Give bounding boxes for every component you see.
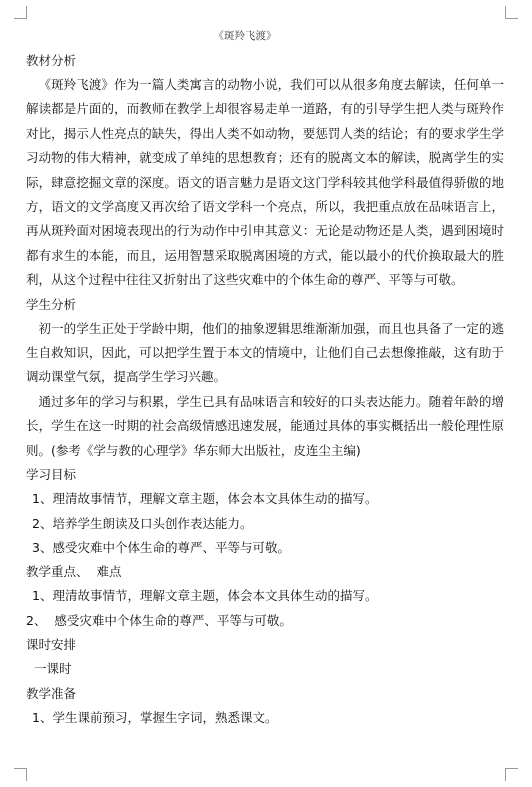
key-point-item: 2、 感受灾难中个体生命的尊严、平等与可敬。 — [26, 612, 292, 628]
section-heading-learning-goals: 学习目标 — [26, 467, 77, 483]
section-heading-schedule: 课时安排 — [26, 637, 77, 653]
student-analysis-paragraph-1: 初一的学生正处于学龄中期，他们的抽象逻辑思维渐渐加强，而且也具备了一定的逃生自救知识，因此，可以把学生置于本文的情境中，让他们自己去想像推敲，这有助于调动课堂气氛，提高学生学习兴趣。 — [26, 320, 504, 385]
crop-mark-top-right — [505, 6, 518, 19]
learning-goal-item: 3、感受灾难中个体生命的尊严、平等与可敬。 — [32, 539, 290, 555]
learning-goal-item: 1、理清故事情节，理解文章主题，体会本文具体生动的描写。 — [32, 491, 378, 507]
section-heading-textbook-analysis: 教材分析 — [26, 53, 77, 68]
document-body — [26, 26, 504, 730]
textbook-analysis-paragraph: 《斑羚飞渡》作为一篇人类寓言的动物小说，我们可以从很多角度去解读，任何单一解读都是片面的，而教师在教学上却很容易走单一道路，有的引导学生把人类与斑羚作对比，揭示人性亮点的缺失，得出人类不如动物，要惩罚人类的结论；有的要求学生学习动物的伟大精神，就变成了单纯的思想教育；还有的脱离文本的解读，脱离学生的实际，肆意挖掘文章的深度。语文的语言魅力是语文这门学科较其他学科最值得骄傲的地方，语文的文学高度又再次给了语文学科一个亮点，所以，我把重点放在品味语言上，再从斑羚面对困境表现出的行为动作中引申其意义：无论是动物还是人类，遇到困境时都有求生的本能，而且，运用智慧采取脱离困境的方式，能以最小的代价换取最大的胜利，从这个过程中往往又折射出了这些灾难中的个体生命的尊严、平等与可敬。 — [26, 77, 504, 288]
document-title: 《斑羚飞渡》 — [213, 30, 277, 42]
section-heading-student-analysis: 学生分析 — [26, 296, 77, 312]
key-point-item: 1、理清故事情节，理解文章主题，体会本文具体生动的描写。 — [32, 588, 378, 604]
crop-mark-bottom-right — [505, 768, 518, 781]
schedule-value: 一课时 — [34, 661, 72, 677]
learning-goal-item: 2、培养学生朗读及口头创作表达能力。 — [32, 515, 253, 531]
crop-mark-top-left — [14, 6, 27, 19]
section-heading-preparation: 教学准备 — [26, 685, 77, 701]
student-analysis-paragraph-2: 通过多年的学习与积累，学生已具有品味语言和较好的口头表达能力。随着年龄的增长，学生在这一时期的社会高级情感迅速发展，能通过具体的事实概括出一般伦理性原则。(参考《学与教的心理学》华东师大出版社，皮连尘主编) — [26, 393, 504, 458]
section-heading-key-points: 教学重点、 难点 — [26, 564, 122, 580]
preparation-item: 1、学生课前预习，掌握生字词，熟悉课文。 — [32, 709, 278, 725]
crop-mark-bottom-left — [14, 768, 27, 781]
